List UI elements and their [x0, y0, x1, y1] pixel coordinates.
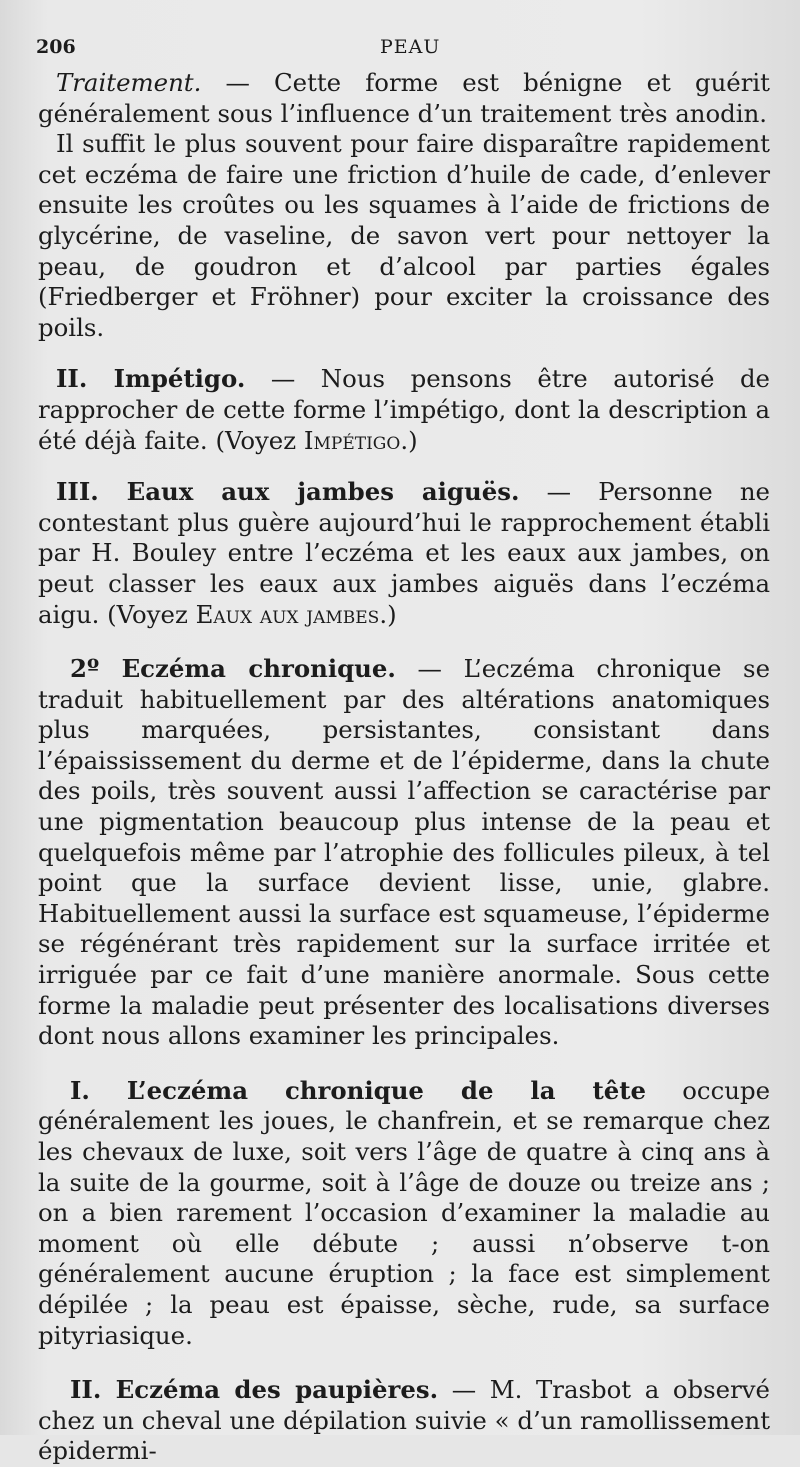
body-text	[38, 68, 770, 1467]
paragraph-end: .)	[379, 599, 397, 629]
paragraph-lead: II. Impétigo.	[56, 364, 246, 394]
paragraph-eczema-paupieres	[38, 1375, 770, 1467]
paragraph-lead: III. Eaux aux jambes aiguës.	[56, 477, 520, 507]
page-header	[36, 36, 760, 62]
paragraph-lead: Traitement.	[56, 68, 202, 97]
paragraph-friction	[38, 129, 770, 343]
paragraph-traitement	[38, 68, 770, 129]
cross-reference: Eaux aux jambes	[195, 599, 380, 629]
paragraph-impetigo	[38, 364, 770, 456]
paragraph-text: — M. Trasbot a observé chez un cheval une dépilation suivie « d’un ramollissement épidermi-	[38, 1375, 770, 1466]
running-head: PEAU	[380, 36, 441, 58]
paragraph-eaux-aux-jambes	[38, 477, 770, 630]
paragraph-eczema-chronique	[38, 654, 770, 1052]
paragraph-text: — Nous pensons être autorisé de rapprocher de cette forme l’impétigo, dont la description a été déjà faite. (Voyez	[38, 364, 770, 455]
paragraph-text: Il suffit le plus souvent pour faire disparaître rapidement cet eczéma de faire une friction d’huile de cade, d’enlever ensuite les croûtes ou les squames à l’aide de frictions de glycérine, de vaseline, de savon vert pour nettoyer la peau, de goudron et d’alcool par parties égales (Friedberger et Fröhner) pour exciter la croissance des poils.	[38, 129, 770, 342]
paragraph-text: — L’eczéma chronique se traduit habituellement par des altérations anatomiques plus marquées, persistantes, consistant dans l’épaississement du derme et de l’épiderme, dans la chute des poils, très souvent aussi l’affection se caractérise par une pigmentation beaucoup plus intense de la peau et quelquefois même par l’atrophie des follicules pileux, à tel point que la surface devient lisse, unie, glabre. Habituellement aussi la surface est squameuse, l’épiderme se régénérant très rapidement sur la surface irritée et irriguée par ce fait d’une manière anormale. Sous cette forme la maladie peut présenter des localisations diverses dont nous allons examiner les principales.	[38, 654, 770, 1051]
paragraph-end: .)	[400, 425, 418, 455]
paragraph-lead: II. Eczéma des paupières.	[70, 1375, 439, 1405]
cross-reference: Impétigo	[303, 425, 401, 455]
paragraph-text: — Personne ne contestant plus guère aujourd’hui le rapprochement établi par H. Bouley entre l’eczéma et les eaux aux jambes, on peut classer les eaux aux jambes aiguës dans l’eczéma aigu. (Voyez	[38, 477, 770, 629]
paragraph-text: — Cette forme est bénigne et guérit généralement sous l’influence d’un traitement très anodin.	[38, 68, 770, 128]
paragraph-lead: I. L’eczéma chronique de la tête	[70, 1075, 647, 1105]
paragraph-text: occupe généralement les joues, le chanfrein, et se remarque chez les chevaux de luxe, soit vers l’âge de quatre à cinq ans à la suite de la gourme, soit à l’âge de douze ou treize ans ; on a bien rarement l’occasion d’examiner la maladie au moment où elle débute ; aussi n’observe t-on généralement aucune éruption ; la face est simplement dépilée ; la peau est épaisse, sèche, rude, sa surface pityriasique.	[38, 1075, 771, 1350]
paragraph-lead: 2º Eczéma chronique.	[70, 654, 396, 684]
page-number: 206	[36, 36, 76, 58]
paragraph-eczema-tete	[38, 1076, 770, 1351]
